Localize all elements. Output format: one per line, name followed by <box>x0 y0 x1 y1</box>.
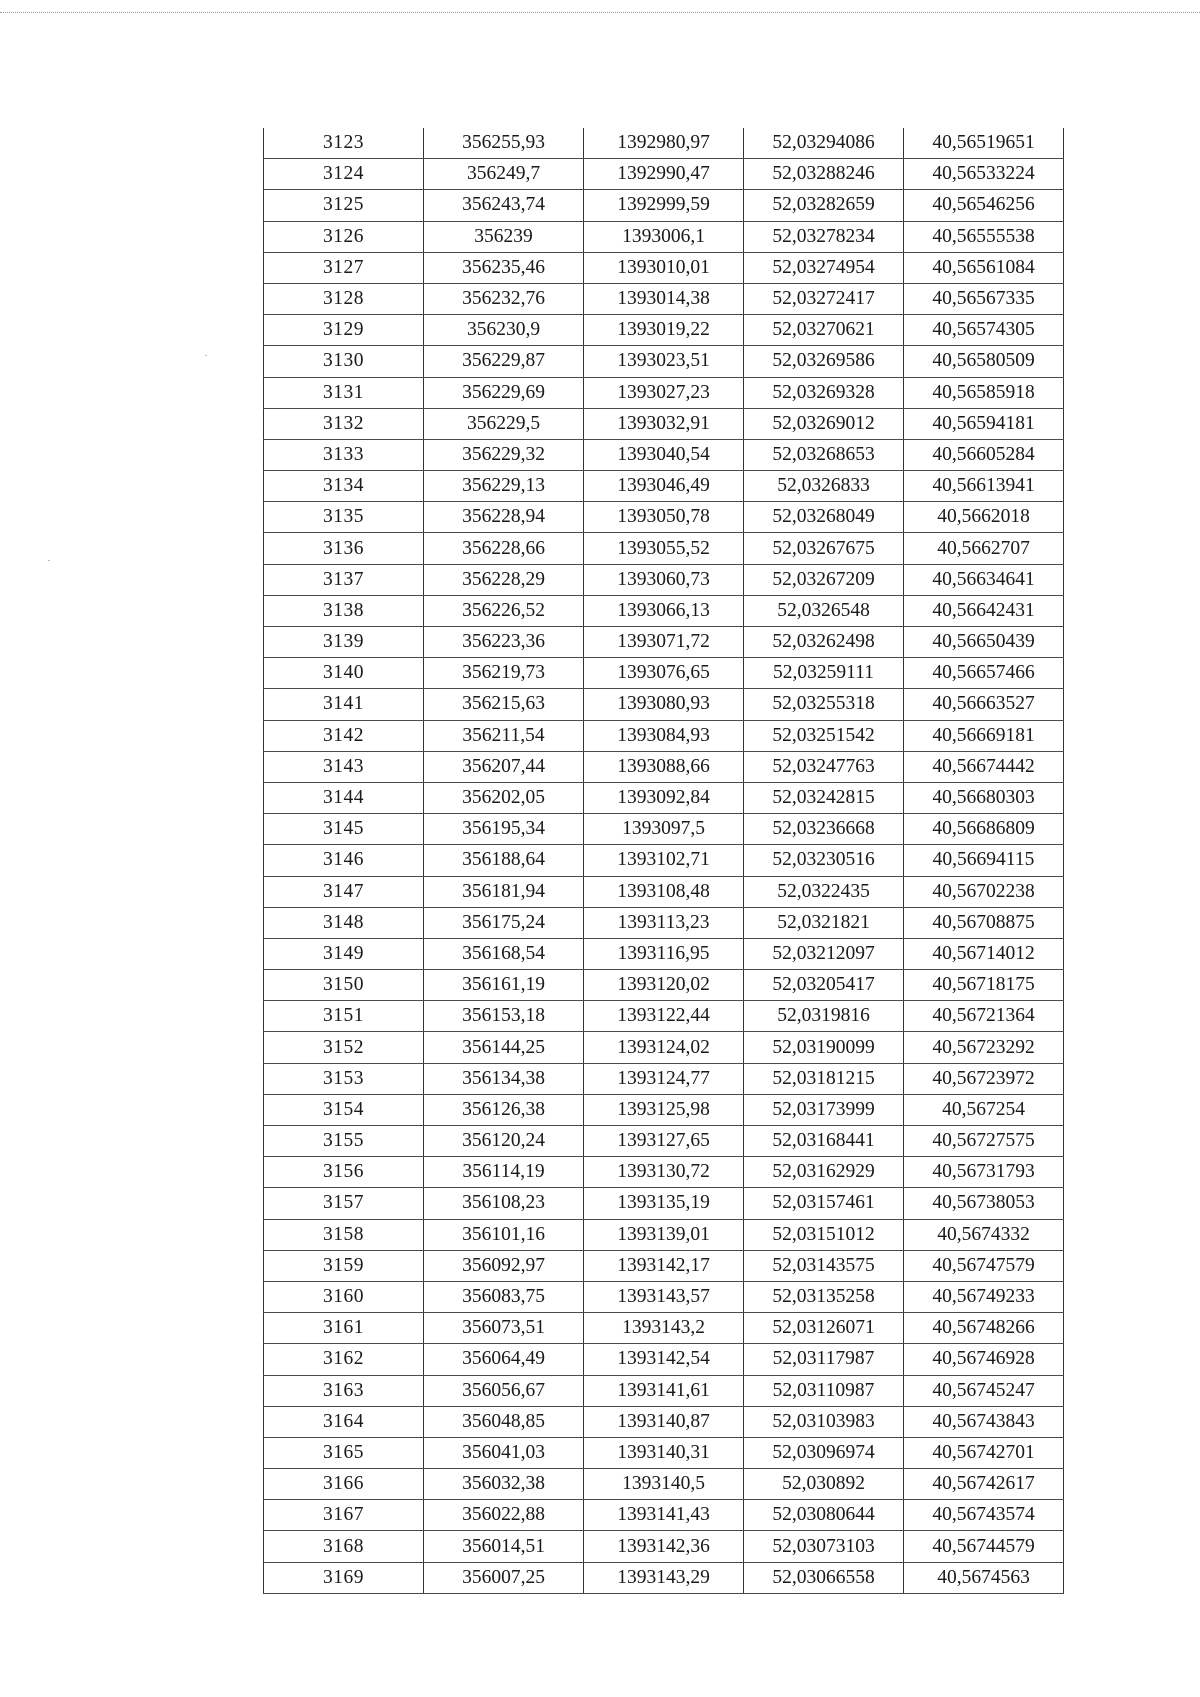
point-number-cell: 3129 <box>264 315 424 346</box>
point-number-cell: 3125 <box>264 190 424 221</box>
longitude-cell: 40,56714012 <box>904 938 1064 969</box>
table-row <box>264 1375 1064 1406</box>
y-coordinate-cell: 1393120,02 <box>584 970 744 1001</box>
longitude-cell: 40,56743574 <box>904 1500 1064 1531</box>
point-number-cell: 3156 <box>264 1157 424 1188</box>
point-number-cell: 3135 <box>264 502 424 533</box>
point-number-cell: 3164 <box>264 1406 424 1437</box>
table-row <box>264 564 1064 595</box>
table-row <box>264 1001 1064 1032</box>
y-coordinate-cell: 1393010,01 <box>584 252 744 283</box>
table-row <box>264 1531 1064 1562</box>
latitude-cell: 52,03143575 <box>744 1250 904 1281</box>
table-row <box>264 595 1064 626</box>
latitude-cell: 52,03267675 <box>744 533 904 564</box>
longitude-cell: 40,56708875 <box>904 907 1064 938</box>
longitude-cell: 40,56745247 <box>904 1375 1064 1406</box>
point-number-cell: 3127 <box>264 252 424 283</box>
scan-top-rule <box>0 12 1200 13</box>
point-number-cell: 3162 <box>264 1344 424 1375</box>
point-number-cell: 3144 <box>264 782 424 813</box>
latitude-cell: 52,03251542 <box>744 720 904 751</box>
x-coordinate-cell: 356032,38 <box>424 1469 584 1500</box>
point-number-cell: 3148 <box>264 907 424 938</box>
point-number-cell: 3165 <box>264 1437 424 1468</box>
y-coordinate-cell: 1393040,54 <box>584 439 744 470</box>
latitude-cell: 52,03110987 <box>744 1375 904 1406</box>
y-coordinate-cell: 1393032,91 <box>584 408 744 439</box>
y-coordinate-cell: 1392999,59 <box>584 190 744 221</box>
longitude-cell: 40,56674442 <box>904 751 1064 782</box>
table-row <box>264 252 1064 283</box>
x-coordinate-cell: 356229,87 <box>424 346 584 377</box>
y-coordinate-cell: 1393060,73 <box>584 564 744 595</box>
x-coordinate-cell: 356188,64 <box>424 845 584 876</box>
table-row <box>264 1562 1064 1593</box>
longitude-cell: 40,56585918 <box>904 377 1064 408</box>
x-coordinate-cell: 356056,67 <box>424 1375 584 1406</box>
latitude-cell: 52,0326833 <box>744 471 904 502</box>
longitude-cell: 40,56634641 <box>904 564 1064 595</box>
y-coordinate-cell: 1393139,01 <box>584 1219 744 1250</box>
point-number-cell: 3154 <box>264 1094 424 1125</box>
x-coordinate-cell: 356229,32 <box>424 439 584 470</box>
point-number-cell: 3161 <box>264 1313 424 1344</box>
point-number-cell: 3150 <box>264 970 424 1001</box>
y-coordinate-cell: 1393130,72 <box>584 1157 744 1188</box>
table-row <box>264 907 1064 938</box>
y-coordinate-cell: 1393055,52 <box>584 533 744 564</box>
x-coordinate-cell: 356168,54 <box>424 938 584 969</box>
table-row <box>264 1281 1064 1312</box>
table-row <box>264 221 1064 252</box>
y-coordinate-cell: 1393027,23 <box>584 377 744 408</box>
point-number-cell: 3169 <box>264 1562 424 1593</box>
x-coordinate-cell: 356255,93 <box>424 128 584 159</box>
latitude-cell: 52,03151012 <box>744 1219 904 1250</box>
longitude-cell: 40,56574305 <box>904 315 1064 346</box>
table-row <box>264 315 1064 346</box>
latitude-cell: 52,03255318 <box>744 689 904 720</box>
longitude-cell: 40,56702238 <box>904 876 1064 907</box>
longitude-cell: 40,56580509 <box>904 346 1064 377</box>
point-number-cell: 3152 <box>264 1032 424 1063</box>
x-coordinate-cell: 356202,05 <box>424 782 584 813</box>
latitude-cell: 52,03096974 <box>744 1437 904 1468</box>
y-coordinate-cell: 1393071,72 <box>584 627 744 658</box>
y-coordinate-cell: 1393140,31 <box>584 1437 744 1468</box>
y-coordinate-cell: 1393141,61 <box>584 1375 744 1406</box>
table-row <box>264 1094 1064 1125</box>
point-number-cell: 3136 <box>264 533 424 564</box>
x-coordinate-cell: 356195,34 <box>424 814 584 845</box>
x-coordinate-cell: 356048,85 <box>424 1406 584 1437</box>
table-row <box>264 377 1064 408</box>
point-number-cell: 3151 <box>264 1001 424 1032</box>
y-coordinate-cell: 1393084,93 <box>584 720 744 751</box>
x-coordinate-cell: 356144,25 <box>424 1032 584 1063</box>
longitude-cell: 40,5662018 <box>904 502 1064 533</box>
x-coordinate-cell: 356114,19 <box>424 1157 584 1188</box>
latitude-cell: 52,03236668 <box>744 814 904 845</box>
latitude-cell: 52,03126071 <box>744 1313 904 1344</box>
y-coordinate-cell: 1393066,13 <box>584 595 744 626</box>
latitude-cell: 52,03173999 <box>744 1094 904 1125</box>
x-coordinate-cell: 356239 <box>424 221 584 252</box>
scan-speck <box>48 560 50 561</box>
x-coordinate-cell: 356175,24 <box>424 907 584 938</box>
longitude-cell: 40,56533224 <box>904 159 1064 190</box>
x-coordinate-cell: 356228,94 <box>424 502 584 533</box>
y-coordinate-cell: 1393143,2 <box>584 1313 744 1344</box>
table-row <box>264 1063 1064 1094</box>
x-coordinate-cell: 356229,69 <box>424 377 584 408</box>
y-coordinate-cell: 1393142,17 <box>584 1250 744 1281</box>
longitude-cell: 40,56743843 <box>904 1406 1064 1437</box>
latitude-cell: 52,0326548 <box>744 595 904 626</box>
latitude-cell: 52,03270621 <box>744 315 904 346</box>
table-row <box>264 751 1064 782</box>
x-coordinate-cell: 356219,73 <box>424 658 584 689</box>
latitude-cell: 52,03268653 <box>744 439 904 470</box>
longitude-cell: 40,56742617 <box>904 1469 1064 1500</box>
table-row <box>264 1344 1064 1375</box>
point-number-cell: 3133 <box>264 439 424 470</box>
point-number-cell: 3163 <box>264 1375 424 1406</box>
table-row <box>264 1157 1064 1188</box>
x-coordinate-cell: 356126,38 <box>424 1094 584 1125</box>
point-number-cell: 3160 <box>264 1281 424 1312</box>
latitude-cell: 52,03168441 <box>744 1126 904 1157</box>
table-row <box>264 658 1064 689</box>
point-number-cell: 3153 <box>264 1063 424 1094</box>
y-coordinate-cell: 1393108,48 <box>584 876 744 907</box>
point-number-cell: 3147 <box>264 876 424 907</box>
latitude-cell: 52,03268049 <box>744 502 904 533</box>
x-coordinate-cell: 356014,51 <box>424 1531 584 1562</box>
latitude-cell: 52,03294086 <box>744 128 904 159</box>
point-number-cell: 3123 <box>264 128 424 159</box>
x-coordinate-cell: 356243,74 <box>424 190 584 221</box>
point-number-cell: 3142 <box>264 720 424 751</box>
point-number-cell: 3137 <box>264 564 424 595</box>
y-coordinate-cell: 1393142,54 <box>584 1344 744 1375</box>
latitude-cell: 52,03282659 <box>744 190 904 221</box>
table-row <box>264 689 1064 720</box>
y-coordinate-cell: 1393135,19 <box>584 1188 744 1219</box>
point-number-cell: 3143 <box>264 751 424 782</box>
x-coordinate-cell: 356249,7 <box>424 159 584 190</box>
point-number-cell: 3138 <box>264 595 424 626</box>
latitude-cell: 52,03230516 <box>744 845 904 876</box>
y-coordinate-cell: 1393014,38 <box>584 283 744 314</box>
y-coordinate-cell: 1393143,57 <box>584 1281 744 1312</box>
point-number-cell: 3132 <box>264 408 424 439</box>
x-coordinate-cell: 356022,88 <box>424 1500 584 1531</box>
table-row <box>264 346 1064 377</box>
y-coordinate-cell: 1393124,02 <box>584 1032 744 1063</box>
x-coordinate-cell: 356229,5 <box>424 408 584 439</box>
table-row <box>264 190 1064 221</box>
longitude-cell: 40,56723972 <box>904 1063 1064 1094</box>
latitude-cell: 52,03288246 <box>744 159 904 190</box>
longitude-cell: 40,56605284 <box>904 439 1064 470</box>
y-coordinate-cell: 1393006,1 <box>584 221 744 252</box>
longitude-cell: 40,56686809 <box>904 814 1064 845</box>
x-coordinate-cell: 356207,44 <box>424 751 584 782</box>
table-row <box>264 876 1064 907</box>
y-coordinate-cell: 1393140,87 <box>584 1406 744 1437</box>
longitude-cell: 40,56519651 <box>904 128 1064 159</box>
table-row <box>264 408 1064 439</box>
point-number-cell: 3128 <box>264 283 424 314</box>
point-number-cell: 3141 <box>264 689 424 720</box>
table-row <box>264 782 1064 813</box>
x-coordinate-cell: 356228,29 <box>424 564 584 595</box>
longitude-cell: 40,56650439 <box>904 627 1064 658</box>
latitude-cell: 52,03269012 <box>744 408 904 439</box>
latitude-cell: 52,03066558 <box>744 1562 904 1593</box>
latitude-cell: 52,03135258 <box>744 1281 904 1312</box>
coordinate-table-container <box>263 128 1063 1594</box>
x-coordinate-cell: 356108,23 <box>424 1188 584 1219</box>
point-number-cell: 3139 <box>264 627 424 658</box>
y-coordinate-cell: 1393127,65 <box>584 1126 744 1157</box>
latitude-cell: 52,03157461 <box>744 1188 904 1219</box>
table-row <box>264 128 1064 159</box>
longitude-cell: 40,56723292 <box>904 1032 1064 1063</box>
latitude-cell: 52,03269328 <box>744 377 904 408</box>
coordinate-table <box>263 128 1064 1594</box>
point-number-cell: 3166 <box>264 1469 424 1500</box>
x-coordinate-cell: 356232,76 <box>424 283 584 314</box>
y-coordinate-cell: 1393124,77 <box>584 1063 744 1094</box>
point-number-cell: 3168 <box>264 1531 424 1562</box>
y-coordinate-cell: 1393080,93 <box>584 689 744 720</box>
longitude-cell: 40,56694115 <box>904 845 1064 876</box>
y-coordinate-cell: 1393019,22 <box>584 315 744 346</box>
latitude-cell: 52,03267209 <box>744 564 904 595</box>
longitude-cell: 40,56718175 <box>904 970 1064 1001</box>
point-number-cell: 3140 <box>264 658 424 689</box>
y-coordinate-cell: 1393097,5 <box>584 814 744 845</box>
latitude-cell: 52,03205417 <box>744 970 904 1001</box>
y-coordinate-cell: 1393046,49 <box>584 471 744 502</box>
table-row <box>264 720 1064 751</box>
table-row <box>264 159 1064 190</box>
longitude-cell: 40,56738053 <box>904 1188 1064 1219</box>
latitude-cell: 52,03242815 <box>744 782 904 813</box>
longitude-cell: 40,56594181 <box>904 408 1064 439</box>
x-coordinate-cell: 356134,38 <box>424 1063 584 1094</box>
point-number-cell: 3167 <box>264 1500 424 1531</box>
point-number-cell: 3130 <box>264 346 424 377</box>
latitude-cell: 52,03080644 <box>744 1500 904 1531</box>
x-coordinate-cell: 356223,36 <box>424 627 584 658</box>
table-row <box>264 1219 1064 1250</box>
longitude-cell: 40,56744579 <box>904 1531 1064 1562</box>
y-coordinate-cell: 1393142,36 <box>584 1531 744 1562</box>
x-coordinate-cell: 356215,63 <box>424 689 584 720</box>
longitude-cell: 40,56727575 <box>904 1126 1064 1157</box>
table-row <box>264 1469 1064 1500</box>
latitude-cell: 52,03117987 <box>744 1344 904 1375</box>
x-coordinate-cell: 356092,97 <box>424 1250 584 1281</box>
longitude-cell: 40,56642431 <box>904 595 1064 626</box>
x-coordinate-cell: 356228,66 <box>424 533 584 564</box>
table-row <box>264 1250 1064 1281</box>
table-row <box>264 1500 1064 1531</box>
x-coordinate-cell: 356211,54 <box>424 720 584 751</box>
point-number-cell: 3131 <box>264 377 424 408</box>
longitude-cell: 40,56663527 <box>904 689 1064 720</box>
longitude-cell: 40,56680303 <box>904 782 1064 813</box>
latitude-cell: 52,03247763 <box>744 751 904 782</box>
latitude-cell: 52,03272417 <box>744 283 904 314</box>
table-row <box>264 1437 1064 1468</box>
longitude-cell: 40,56567335 <box>904 283 1064 314</box>
y-coordinate-cell: 1393088,66 <box>584 751 744 782</box>
y-coordinate-cell: 1393102,71 <box>584 845 744 876</box>
x-coordinate-cell: 356235,46 <box>424 252 584 283</box>
latitude-cell: 52,030892 <box>744 1469 904 1500</box>
y-coordinate-cell: 1393023,51 <box>584 346 744 377</box>
table-row <box>264 627 1064 658</box>
longitude-cell: 40,56746928 <box>904 1344 1064 1375</box>
x-coordinate-cell: 356007,25 <box>424 1562 584 1593</box>
longitude-cell: 40,56721364 <box>904 1001 1064 1032</box>
longitude-cell: 40,56749233 <box>904 1281 1064 1312</box>
table-row <box>264 970 1064 1001</box>
table-row <box>264 938 1064 969</box>
point-number-cell: 3134 <box>264 471 424 502</box>
latitude-cell: 52,03162929 <box>744 1157 904 1188</box>
longitude-cell: 40,56657466 <box>904 658 1064 689</box>
longitude-cell: 40,56669181 <box>904 720 1064 751</box>
y-coordinate-cell: 1393113,23 <box>584 907 744 938</box>
longitude-cell: 40,56731793 <box>904 1157 1064 1188</box>
table-row <box>264 283 1064 314</box>
x-coordinate-cell: 356101,16 <box>424 1219 584 1250</box>
table-row <box>264 1406 1064 1437</box>
longitude-cell: 40,567254 <box>904 1094 1064 1125</box>
table-row <box>264 1032 1064 1063</box>
point-number-cell: 3124 <box>264 159 424 190</box>
table-row <box>264 1126 1064 1157</box>
latitude-cell: 52,03073103 <box>744 1531 904 1562</box>
table-row <box>264 814 1064 845</box>
longitude-cell: 40,56546256 <box>904 190 1064 221</box>
latitude-cell: 52,03262498 <box>744 627 904 658</box>
longitude-cell: 40,56748266 <box>904 1313 1064 1344</box>
y-coordinate-cell: 1393050,78 <box>584 502 744 533</box>
table-row <box>264 439 1064 470</box>
point-number-cell: 3155 <box>264 1126 424 1157</box>
point-number-cell: 3126 <box>264 221 424 252</box>
point-number-cell: 3149 <box>264 938 424 969</box>
latitude-cell: 52,03212097 <box>744 938 904 969</box>
latitude-cell: 52,03269586 <box>744 346 904 377</box>
y-coordinate-cell: 1393116,95 <box>584 938 744 969</box>
x-coordinate-cell: 356083,75 <box>424 1281 584 1312</box>
longitude-cell: 40,56555538 <box>904 221 1064 252</box>
point-number-cell: 3146 <box>264 845 424 876</box>
x-coordinate-cell: 356161,19 <box>424 970 584 1001</box>
x-coordinate-cell: 356229,13 <box>424 471 584 502</box>
latitude-cell: 52,03181215 <box>744 1063 904 1094</box>
point-number-cell: 3159 <box>264 1250 424 1281</box>
longitude-cell: 40,56747579 <box>904 1250 1064 1281</box>
x-coordinate-cell: 356230,9 <box>424 315 584 346</box>
longitude-cell: 40,5674332 <box>904 1219 1064 1250</box>
x-coordinate-cell: 356120,24 <box>424 1126 584 1157</box>
table-row <box>264 1313 1064 1344</box>
table-row <box>264 533 1064 564</box>
longitude-cell: 40,56561084 <box>904 252 1064 283</box>
x-coordinate-cell: 356181,94 <box>424 876 584 907</box>
latitude-cell: 52,03190099 <box>744 1032 904 1063</box>
x-coordinate-cell: 356226,52 <box>424 595 584 626</box>
point-number-cell: 3145 <box>264 814 424 845</box>
x-coordinate-cell: 356064,49 <box>424 1344 584 1375</box>
latitude-cell: 52,03274954 <box>744 252 904 283</box>
table-row <box>264 845 1064 876</box>
longitude-cell: 40,5674563 <box>904 1562 1064 1593</box>
y-coordinate-cell: 1393076,65 <box>584 658 744 689</box>
point-number-cell: 3157 <box>264 1188 424 1219</box>
y-coordinate-cell: 1393141,43 <box>584 1500 744 1531</box>
longitude-cell: 40,56742701 <box>904 1437 1064 1468</box>
x-coordinate-cell: 356153,18 <box>424 1001 584 1032</box>
y-coordinate-cell: 1392990,47 <box>584 159 744 190</box>
y-coordinate-cell: 1393140,5 <box>584 1469 744 1500</box>
latitude-cell: 52,03103983 <box>744 1406 904 1437</box>
latitude-cell: 52,03278234 <box>744 221 904 252</box>
point-number-cell: 3158 <box>264 1219 424 1250</box>
longitude-cell: 40,5662707 <box>904 533 1064 564</box>
y-coordinate-cell: 1393143,29 <box>584 1562 744 1593</box>
table-row <box>264 471 1064 502</box>
latitude-cell: 52,0321821 <box>744 907 904 938</box>
table-row <box>264 502 1064 533</box>
y-coordinate-cell: 1392980,97 <box>584 128 744 159</box>
latitude-cell: 52,03259111 <box>744 658 904 689</box>
latitude-cell: 52,0319816 <box>744 1001 904 1032</box>
scan-speck <box>205 355 207 356</box>
x-coordinate-cell: 356073,51 <box>424 1313 584 1344</box>
latitude-cell: 52,0322435 <box>744 876 904 907</box>
y-coordinate-cell: 1393122,44 <box>584 1001 744 1032</box>
x-coordinate-cell: 356041,03 <box>424 1437 584 1468</box>
longitude-cell: 40,56613941 <box>904 471 1064 502</box>
table-row <box>264 1188 1064 1219</box>
y-coordinate-cell: 1393125,98 <box>584 1094 744 1125</box>
y-coordinate-cell: 1393092,84 <box>584 782 744 813</box>
coordinate-table-body <box>264 128 1064 1593</box>
